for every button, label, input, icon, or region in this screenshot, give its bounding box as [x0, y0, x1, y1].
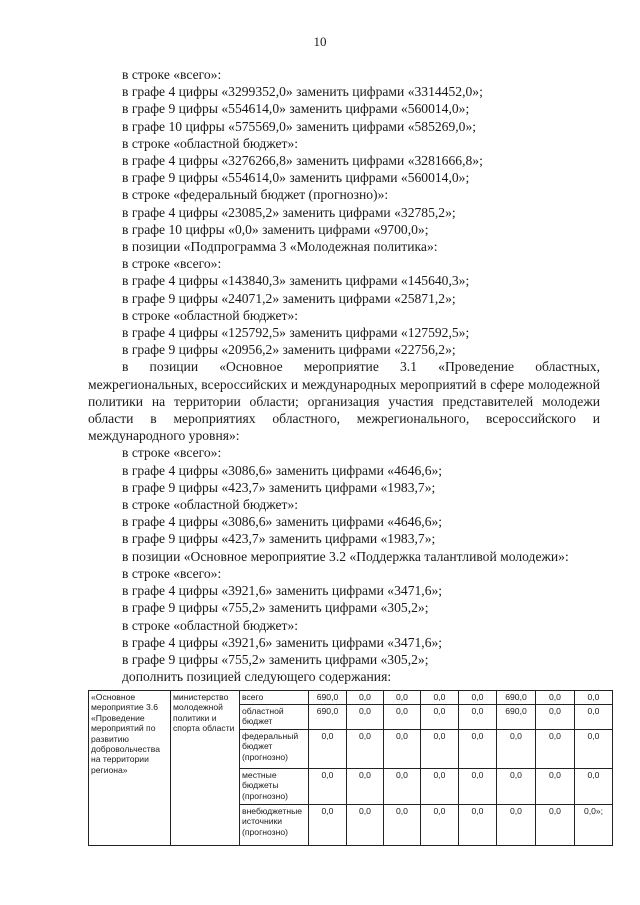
value-cell: 0,0	[459, 691, 497, 705]
value-cell: 0,0	[459, 769, 497, 805]
executor-cell: министерство молодежной политики и спорта области	[171, 691, 240, 846]
value-cell: 0,0	[309, 769, 347, 805]
text-line: в графе 4 цифры «3921,6» заменить цифрами «3471,6»;	[122, 583, 443, 599]
value-cell: 0,0	[575, 691, 613, 705]
text-line: в графе 4 цифры «143840,3» заменить цифрами «145640,3»;	[122, 273, 470, 289]
text-line: в графе 9 цифры «24071,2» заменить цифрами «25871,2»;	[122, 290, 456, 306]
value-cell: 0,0	[421, 691, 459, 705]
value-cell: 0,0	[497, 730, 536, 769]
value-cell: 0,0	[459, 705, 497, 730]
text-line: в графе 9 цифры «755,2» заменить цифрами «305,2»;	[122, 651, 429, 667]
value-cell: 0,0	[347, 730, 384, 769]
text-line: в графе 9 цифры «554614,0» заменить цифрами «560014,0»;	[122, 101, 470, 117]
funding-source-cell: федеральный бюджет (прогнозно)	[240, 730, 309, 769]
text-line: в строке «федеральный бюджет (прогнозно)»:	[122, 187, 389, 203]
text-line: в строке «всего»:	[122, 67, 222, 82]
value-cell: 0,0	[536, 730, 575, 769]
value-cell: 0,0	[536, 805, 575, 846]
value-cell: 0,0	[421, 730, 459, 769]
value-cell: 0,0	[421, 705, 459, 730]
text-line: в позиции «Подпрограмма 3 «Молодежная политика»:	[122, 239, 438, 255]
value-cell: 0,0	[575, 705, 613, 730]
text-line: в строке «областной бюджет»:	[122, 307, 299, 323]
text-line: в графе 9 цифры «755,2» заменить цифрами «305,2»;	[122, 600, 429, 616]
value-cell: 0,0	[384, 705, 421, 730]
text-line: дополнить позицией следующего содержания:	[122, 669, 392, 685]
text-line: в графе 4 цифры «23085,2» заменить цифрами «32785,2»;	[122, 204, 456, 220]
text-line: в графе 4 цифры «3086,6» заменить цифрами «4646,6»;	[122, 462, 443, 478]
value-cell: 0,0	[497, 805, 536, 846]
text-line: в строке «всего»:	[122, 256, 222, 272]
amendment-table-wrapper	[88, 690, 613, 846]
value-cell: 0,0	[384, 730, 421, 769]
value-cell: 0,0	[459, 730, 497, 769]
value-cell: 0,0»;	[575, 805, 613, 846]
value-cell: 0,0	[384, 691, 421, 705]
value-cell: 0,0	[347, 691, 384, 705]
table-row	[89, 691, 613, 705]
funding-source-cell: внебюджетные источники (прогнозно)	[240, 805, 309, 846]
funding-source-cell: всего	[240, 691, 309, 705]
text-line: в графе 4 цифры «3086,6» заменить цифрами «4646,6»;	[122, 514, 443, 530]
value-cell: 0,0	[459, 805, 497, 846]
text-line: в позиции «Основное мероприятие 3.2 «Поддержка талантливой молодежи»:	[122, 548, 569, 564]
funding-source-cell: местные бюджеты (прогнозно)	[240, 769, 309, 805]
value-cell: 0,0	[421, 805, 459, 846]
value-cell: 0,0	[347, 705, 384, 730]
amendment-text	[88, 66, 600, 685]
text-line: в графе 4 цифры «3299352,0» заменить цифрами «3314452,0»;	[122, 84, 483, 100]
amendment-table	[88, 690, 613, 846]
text-line: в графе 9 цифры «554614,0» заменить цифрами «560014,0»;	[122, 170, 470, 186]
value-cell: 0,0	[421, 769, 459, 805]
text-line: в графе 9 цифры «20956,2» заменить цифрами «22756,2»;	[122, 342, 456, 358]
text-line: в графе 4 цифры «3276266,8» заменить цифрами «3281666,8»;	[122, 153, 483, 169]
value-cell: 0,0	[575, 730, 613, 769]
text-line: в строке «областной бюджет»:	[122, 497, 299, 513]
value-cell: 0,0	[536, 705, 575, 730]
text-line: в строке «всего»:	[122, 445, 222, 461]
text-paragraph: в позиции «Основное мероприятие 3.1 «Проведение областных, межрегиональных, всероссийских и международных мероприятий в сфере молодежной политики на территории области; организация участия представителей молодежи области в мероприятиях областного, межрегионального, всероссийского и международного уровня»:	[88, 359, 600, 444]
value-cell: 0,0	[309, 730, 347, 769]
text-line: в графе 10 цифры «0,0» заменить цифрами «9700,0»;	[122, 221, 429, 237]
text-line: в строке «областной бюджет»:	[122, 135, 299, 151]
value-cell: 0,0	[309, 805, 347, 846]
value-cell: 0,0	[536, 691, 575, 705]
value-cell: 0,0	[536, 769, 575, 805]
text-line: в строке «всего»:	[122, 565, 222, 581]
value-cell: 690,0	[309, 705, 347, 730]
event-name-cell: «Основное мероприятие 3.6 «Проведение мероприятий по развитию добровольчества на территории региона»	[89, 691, 171, 846]
value-cell: 0,0	[384, 805, 421, 846]
value-cell: 0,0	[347, 805, 384, 846]
value-cell: 690,0	[497, 705, 536, 730]
value-cell: 690,0	[309, 691, 347, 705]
page-number: 10	[313, 34, 327, 49]
value-cell: 690,0	[497, 691, 536, 705]
value-cell: 0,0	[347, 769, 384, 805]
value-cell: 0,0	[497, 769, 536, 805]
text-line: в строке «областной бюджет»:	[122, 617, 299, 633]
text-line: в графе 4 цифры «3921,6» заменить цифрами «3471,6»;	[122, 634, 443, 650]
funding-source-cell: областной бюджет	[240, 705, 309, 730]
text-line: в графе 9 цифры «423,7» заменить цифрами «1983,7»;	[122, 531, 436, 547]
text-line: в графе 4 цифры «125792,5» заменить цифрами «127592,5»;	[122, 325, 470, 341]
value-cell: 0,0	[384, 769, 421, 805]
text-line: в графе 10 цифры «575569,0» заменить цифрами «585269,0»;	[122, 118, 477, 134]
value-cell: 0,0	[575, 769, 613, 805]
text-line: в графе 9 цифры «423,7» заменить цифрами «1983,7»;	[122, 479, 436, 495]
